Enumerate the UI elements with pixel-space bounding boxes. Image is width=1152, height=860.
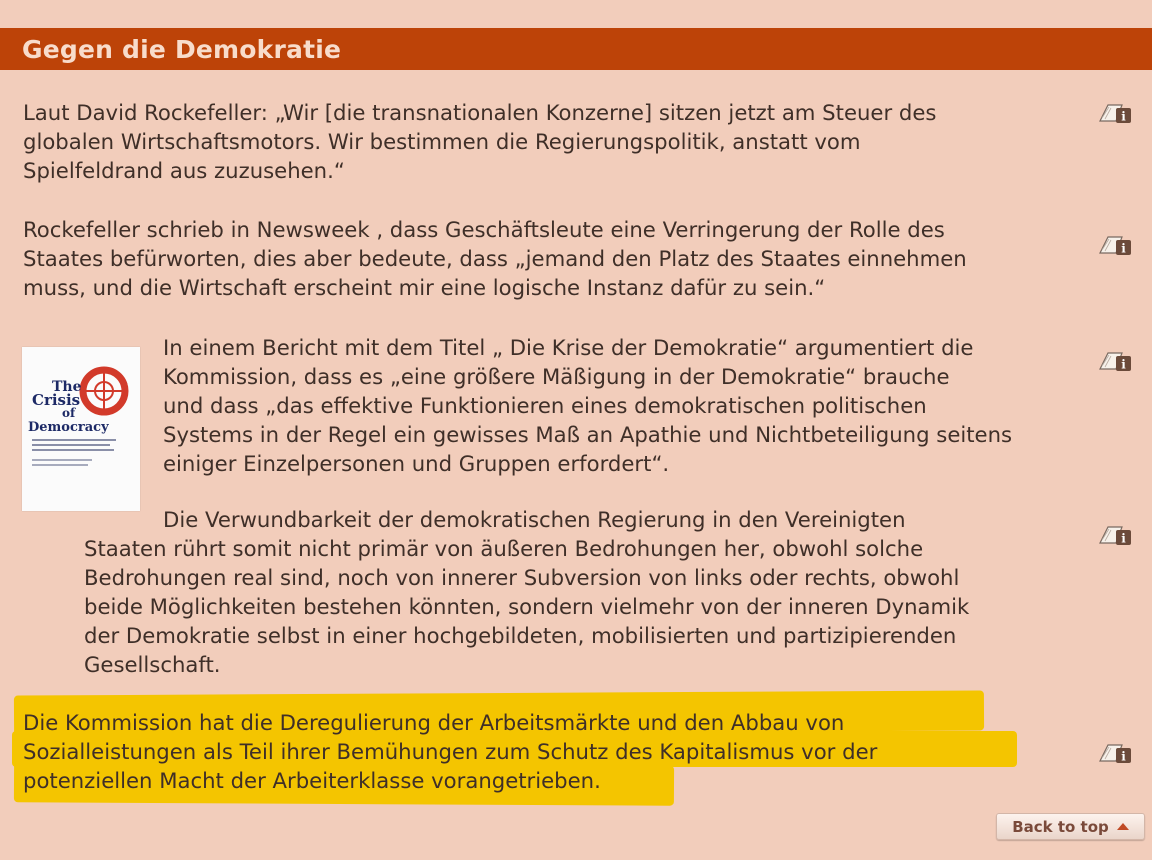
svg-text:i: i — [1121, 749, 1126, 764]
section-title: Gegen die Demokratie — [22, 34, 342, 64]
paragraph-rockefeller-quote — [23, 98, 936, 185]
text-line: Die Verwundbarkeit der demokratischen Regierung in den Vereinigten — [163, 507, 906, 532]
text-line: potenziellen Macht der Arbeiterklasse vorangetrieben. — [23, 768, 601, 793]
text-line: Staates befürworten, dies aber bedeute, dass „jemand den Platz des Staates einnehmen — [23, 246, 967, 271]
svg-text:i: i — [1121, 357, 1126, 372]
text-line: Spielfeldrand aus zuzusehen.“ — [23, 158, 345, 183]
book-cover-graphic — [22, 347, 140, 511]
paragraph-crisis-report — [163, 333, 1012, 478]
book-info-icon[interactable] — [1098, 101, 1134, 125]
text-line: Bedrohungen real sind, noch von innerer Subversion von links oder rechts, obwohl — [84, 565, 960, 590]
book-title-line: Crisis — [32, 391, 81, 409]
paragraph-commission-deregulation — [23, 708, 877, 795]
book-info-icon[interactable] — [1098, 523, 1134, 547]
text-line: muss, und die Wirtschaft erscheint mir eine logische Instanz dafür zu sein.“ — [23, 275, 826, 300]
book-info-icon[interactable] — [1098, 741, 1134, 765]
text-line: Kommission, dass es „eine größere Mäßigung in der Demokratie“ brauche — [163, 364, 950, 389]
paragraph-vulnerability-quote — [84, 505, 969, 679]
svg-text:i: i — [1121, 241, 1126, 256]
text-line: Systems in der Regel ein gewisses Maß an Apathie und Nichtbeteiligung seitens — [163, 422, 1013, 447]
book-info-icon[interactable] — [1098, 349, 1134, 373]
text-line: der Demokratie selbst in einer hochgebildeten, mobilisierten und partizipierenden — [84, 623, 957, 648]
back-to-top-button[interactable] — [996, 813, 1145, 840]
text-line: einiger Einzelpersonen und Gruppen erfordert“. — [163, 451, 670, 476]
arrow-up-icon — [1117, 823, 1129, 830]
text-line: Staaten rührt somit nicht primär von äußeren Bedrohungen her, obwohl solche — [84, 536, 924, 561]
text-line: Laut David Rockefeller: „Wir [die transnationalen Konzerne] sitzen jetzt am Steuer des — [23, 100, 937, 125]
svg-text:i: i — [1121, 531, 1126, 546]
text-line: beide Möglichkeiten bestehen könnten, sondern vielmehr von der inneren Dynamik — [84, 594, 970, 619]
book-cover-image — [22, 347, 140, 511]
book-title-line: The — [52, 379, 82, 395]
text-line: und dass „das effektive Funktionieren eines demokratischen politischen — [163, 393, 927, 418]
text-line: Rockefeller schrieb in Newsweek , dass Geschäftsleute eine Verringerung der Rolle des — [23, 217, 945, 242]
paragraph-newsweek — [23, 215, 967, 302]
svg-text:i: i — [1121, 109, 1126, 124]
text-line: Die Kommission hat die Deregulierung der Arbeitsmärkte und den Abbau von — [23, 710, 845, 735]
text-line: globalen Wirtschaftsmotors. Wir bestimmen die Regierungspolitik, anstatt vom — [23, 129, 861, 154]
section-header — [0, 28, 1152, 70]
book-title-line: Democracy — [28, 420, 109, 435]
book-title-line: of — [62, 406, 76, 420]
text-line: Gesellschaft. — [84, 652, 221, 677]
book-info-icon[interactable] — [1098, 233, 1134, 257]
back-to-top-label: Back to top — [1012, 817, 1109, 836]
text-line: In einem Bericht mit dem Titel „ Die Krise der Demokratie“ argumentiert die — [163, 335, 974, 360]
text-line: Sozialleistungen als Teil ihrer Bemühungen zum Schutz des Kapitalismus vor der — [23, 739, 878, 764]
